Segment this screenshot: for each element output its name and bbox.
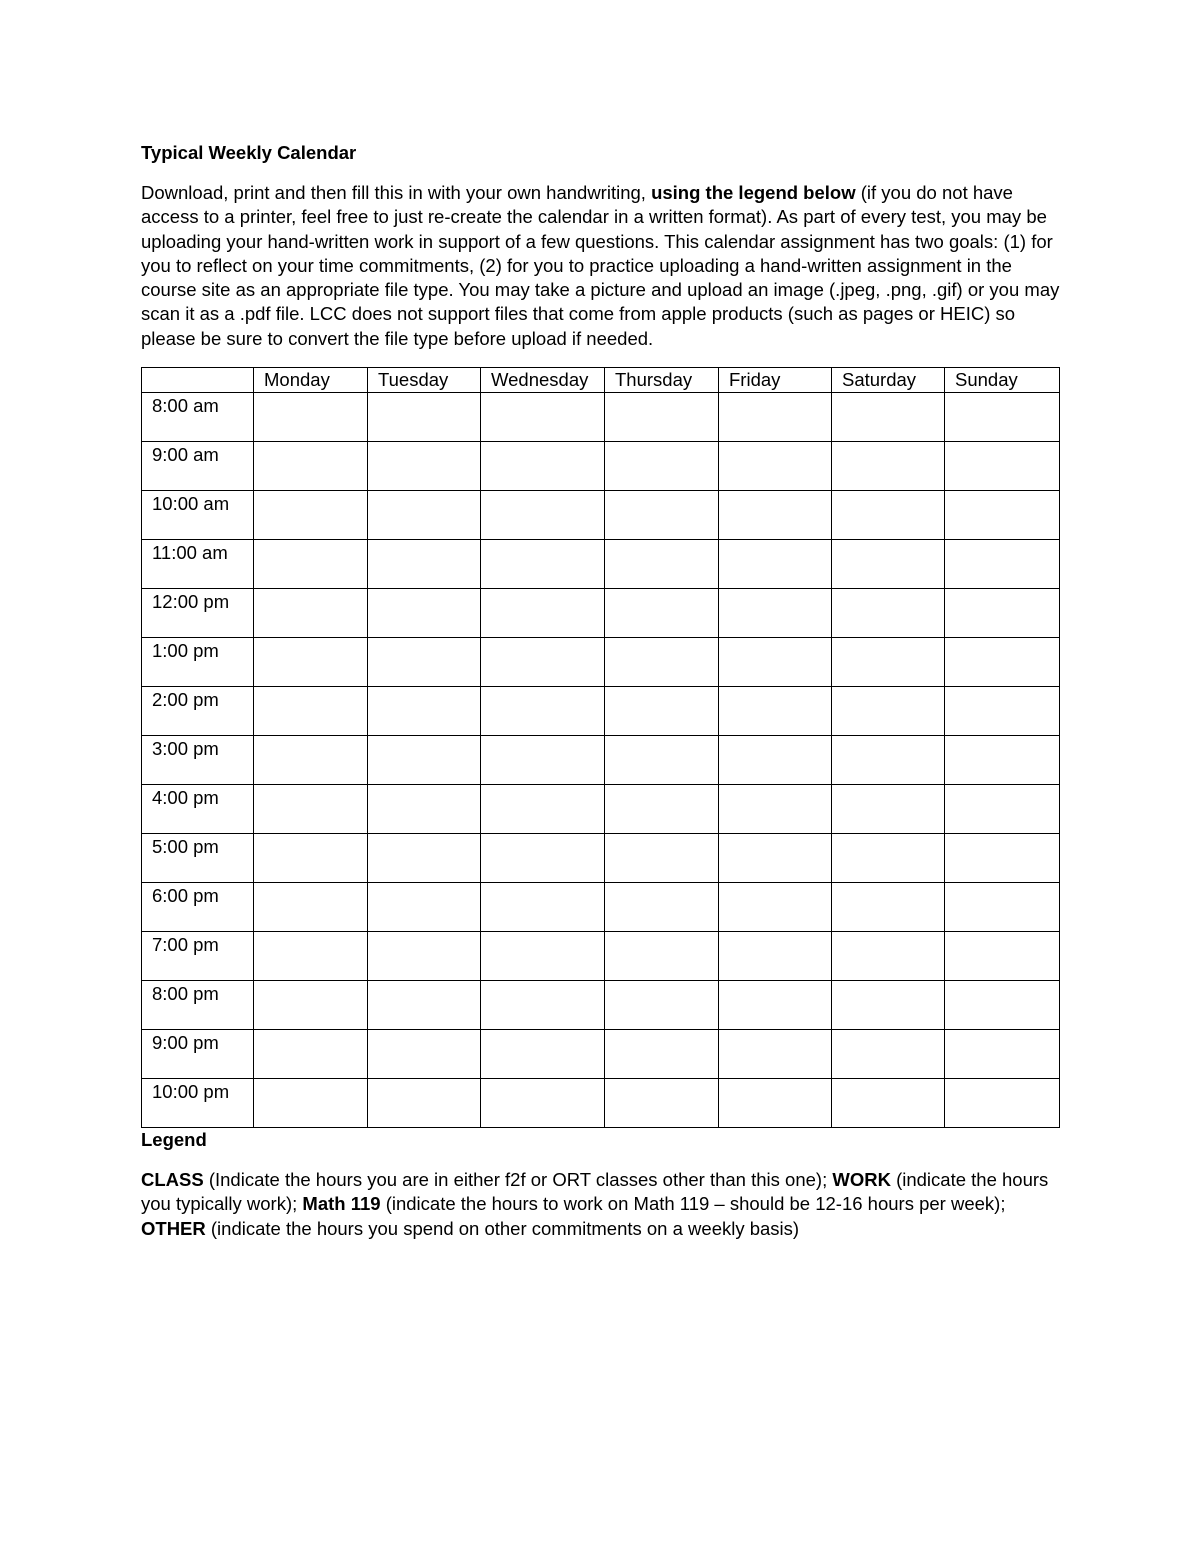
- legend-class-label: CLASS: [141, 1169, 204, 1191]
- calendar-cell-friday: [719, 491, 832, 540]
- calendar-cell-tuesday: [368, 736, 481, 785]
- calendar-row: [142, 736, 1060, 785]
- calendar-cell-thursday: [605, 981, 719, 1030]
- document-title: Typical Weekly Calendar: [141, 142, 357, 163]
- time-label: 10:00 pm: [142, 1079, 254, 1128]
- calendar-cell-sunday: [945, 589, 1060, 638]
- time-label: 7:00 pm: [142, 932, 254, 981]
- calendar-cell-thursday: [605, 1030, 719, 1079]
- calendar-cell-wednesday: [481, 1030, 605, 1079]
- time-label: 12:00 pm: [142, 589, 254, 638]
- calendar-cell-friday: [719, 834, 832, 883]
- calendar-cell-monday: [254, 589, 368, 638]
- calendar-cell-sunday: [945, 687, 1060, 736]
- calendar-cell-wednesday: [481, 687, 605, 736]
- calendar-row: [142, 638, 1060, 687]
- calendar-cell-thursday: [605, 442, 719, 491]
- calendar-cell-wednesday: [481, 589, 605, 638]
- calendar-cell-monday: [254, 834, 368, 883]
- calendar-cell-saturday: [832, 540, 945, 589]
- calendar-cell-wednesday: [481, 834, 605, 883]
- time-label: 8:00 pm: [142, 981, 254, 1030]
- calendar-cell-friday: [719, 540, 832, 589]
- calendar-cell-thursday: [605, 883, 719, 932]
- legend-other-text: (indicate the hours you spend on other commitments on a weekly basis): [205, 1217, 800, 1239]
- calendar-cell-saturday: [832, 442, 945, 491]
- calendar-row: [142, 932, 1060, 981]
- calendar-cell-sunday: [945, 834, 1060, 883]
- calendar-cell-sunday: [945, 932, 1060, 981]
- day-header-friday: Friday: [719, 368, 832, 393]
- time-label: 6:00 pm: [142, 883, 254, 932]
- calendar-cell-friday: [719, 883, 832, 932]
- calendar-row: [142, 393, 1060, 442]
- weekly-calendar-table: [141, 367, 1060, 1128]
- calendar-cell-tuesday: [368, 785, 481, 834]
- calendar-cell-wednesday: [481, 981, 605, 1030]
- calendar-cell-thursday: [605, 785, 719, 834]
- calendar-cell-sunday: [945, 442, 1060, 491]
- calendar-cell-wednesday: [481, 540, 605, 589]
- calendar-cell-wednesday: [481, 442, 605, 491]
- calendar-cell-saturday: [832, 638, 945, 687]
- legend-math-text: (indicate the hours to work on Math 119 – should be 12-16 hours per week);: [380, 1193, 1006, 1215]
- calendar-cell-wednesday: [481, 736, 605, 785]
- calendar-cell-friday: [719, 638, 832, 687]
- calendar-cell-sunday: [945, 736, 1060, 785]
- calendar-cell-saturday: [832, 589, 945, 638]
- legend-other-label: OTHER: [141, 1217, 206, 1239]
- calendar-row: [142, 442, 1060, 491]
- calendar-cell-friday: [719, 1079, 832, 1128]
- calendar-cell-saturday: [832, 834, 945, 883]
- header-corner-cell: [142, 368, 254, 393]
- day-header-sunday: Sunday: [945, 368, 1060, 393]
- calendar-cell-friday: [719, 393, 832, 442]
- calendar-cell-tuesday: [368, 589, 481, 638]
- calendar-cell-friday: [719, 736, 832, 785]
- calendar-cell-sunday: [945, 981, 1060, 1030]
- calendar-cell-tuesday: [368, 981, 481, 1030]
- calendar-row: [142, 1030, 1060, 1079]
- time-label: 8:00 am: [142, 393, 254, 442]
- calendar-cell-saturday: [832, 1030, 945, 1079]
- calendar-cell-saturday: [832, 1079, 945, 1128]
- calendar-cell-wednesday: [481, 883, 605, 932]
- time-label: 9:00 pm: [142, 1030, 254, 1079]
- intro-text-part2: (if you do not have access to a printer, feel free to just re-create the calendar in a written format). As part of every test, you may be uploading your hand-written work in support of a few questions. This calendar assignment has two goals: (1) for you to reflect on your time commitments, (2) for you to practice uploading a hand-written assignment in the course site as an appropriate file type. You may take a picture and upload an image (.jpeg, .png, .gif) or you may scan it as a .pdf file. LCC does not support files that come from apple products (such as pages or HEIC) so please be sure to convert the file type before upload if needed.: [141, 182, 1060, 349]
- calendar-cell-tuesday: [368, 687, 481, 736]
- legend-work-label: WORK: [832, 1169, 891, 1191]
- calendar-body: [142, 393, 1060, 1128]
- calendar-cell-thursday: [605, 638, 719, 687]
- calendar-cell-monday: [254, 687, 368, 736]
- calendar-row: [142, 687, 1060, 736]
- calendar-cell-monday: [254, 981, 368, 1030]
- calendar-cell-tuesday: [368, 638, 481, 687]
- calendar-cell-tuesday: [368, 932, 481, 981]
- calendar-cell-thursday: [605, 393, 719, 442]
- calendar-cell-saturday: [832, 393, 945, 442]
- calendar-cell-monday: [254, 491, 368, 540]
- calendar-cell-tuesday: [368, 1079, 481, 1128]
- calendar-cell-tuesday: [368, 1030, 481, 1079]
- calendar-cell-friday: [719, 687, 832, 736]
- calendar-cell-thursday: [605, 491, 719, 540]
- time-label: 5:00 pm: [142, 834, 254, 883]
- calendar-row: [142, 589, 1060, 638]
- calendar-cell-saturday: [832, 981, 945, 1030]
- calendar-cell-monday: [254, 785, 368, 834]
- calendar-cell-friday: [719, 981, 832, 1030]
- calendar-cell-tuesday: [368, 442, 481, 491]
- calendar-cell-sunday: [945, 1079, 1060, 1128]
- calendar-row: [142, 1079, 1060, 1128]
- day-header-monday: Monday: [254, 368, 368, 393]
- calendar-cell-monday: [254, 883, 368, 932]
- calendar-cell-thursday: [605, 932, 719, 981]
- calendar-row: [142, 883, 1060, 932]
- calendar-cell-tuesday: [368, 883, 481, 932]
- calendar-cell-thursday: [605, 834, 719, 883]
- calendar-cell-tuesday: [368, 834, 481, 883]
- calendar-row: [142, 491, 1060, 540]
- calendar-cell-sunday: [945, 785, 1060, 834]
- calendar-cell-friday: [719, 785, 832, 834]
- calendar-row: [142, 981, 1060, 1030]
- calendar-cell-monday: [254, 540, 368, 589]
- time-label: 11:00 am: [142, 540, 254, 589]
- calendar-cell-friday: [719, 1030, 832, 1079]
- calendar-cell-sunday: [945, 393, 1060, 442]
- calendar-cell-monday: [254, 1030, 368, 1079]
- calendar-row: [142, 785, 1060, 834]
- time-label: 2:00 pm: [142, 687, 254, 736]
- document-page: [141, 141, 1061, 1241]
- calendar-cell-saturday: [832, 687, 945, 736]
- intro-text-part1: Download, print and then fill this in with your own handwriting,: [141, 182, 652, 203]
- calendar-cell-friday: [719, 932, 832, 981]
- time-label: 9:00 am: [142, 442, 254, 491]
- intro-paragraph: [141, 181, 1061, 351]
- legend-work-text: (indicate the hours you typically work);: [141, 1169, 1049, 1215]
- time-label: 4:00 pm: [142, 785, 254, 834]
- calendar-cell-tuesday: [368, 491, 481, 540]
- time-label: 10:00 am: [142, 491, 254, 540]
- calendar-cell-saturday: [832, 491, 945, 540]
- calendar-header-row: [142, 368, 1060, 393]
- intro-text-bold: using the legend below: [651, 182, 856, 203]
- calendar-cell-tuesday: [368, 540, 481, 589]
- calendar-row: [142, 540, 1060, 589]
- calendar-cell-wednesday: [481, 393, 605, 442]
- calendar-cell-monday: [254, 1079, 368, 1128]
- calendar-cell-friday: [719, 442, 832, 491]
- calendar-cell-monday: [254, 736, 368, 785]
- calendar-cell-monday: [254, 442, 368, 491]
- calendar-cell-monday: [254, 638, 368, 687]
- day-header-saturday: Saturday: [832, 368, 945, 393]
- legend-class-text: (Indicate the hours you are in either f2f or ORT classes other than this one);: [203, 1169, 833, 1191]
- day-header-tuesday: Tuesday: [368, 368, 481, 393]
- calendar-row: [142, 834, 1060, 883]
- calendar-cell-wednesday: [481, 491, 605, 540]
- calendar-cell-wednesday: [481, 785, 605, 834]
- calendar-cell-sunday: [945, 540, 1060, 589]
- legend-math-label: Math 119: [302, 1193, 381, 1215]
- calendar-cell-saturday: [832, 883, 945, 932]
- legend-paragraph: [141, 1168, 1061, 1241]
- calendar-cell-thursday: [605, 1079, 719, 1128]
- calendar-cell-sunday: [945, 1030, 1060, 1079]
- calendar-cell-monday: [254, 393, 368, 442]
- calendar-cell-thursday: [605, 687, 719, 736]
- calendar-cell-wednesday: [481, 932, 605, 981]
- calendar-cell-saturday: [832, 932, 945, 981]
- day-header-thursday: Thursday: [605, 368, 719, 393]
- calendar-cell-sunday: [945, 638, 1060, 687]
- calendar-cell-wednesday: [481, 638, 605, 687]
- calendar-cell-friday: [719, 589, 832, 638]
- calendar-cell-saturday: [832, 785, 945, 834]
- calendar-cell-thursday: [605, 540, 719, 589]
- time-label: 3:00 pm: [142, 736, 254, 785]
- calendar-cell-sunday: [945, 491, 1060, 540]
- calendar-cell-saturday: [832, 736, 945, 785]
- calendar-cell-thursday: [605, 736, 719, 785]
- calendar-cell-monday: [254, 932, 368, 981]
- calendar-cell-tuesday: [368, 393, 481, 442]
- time-label: 1:00 pm: [142, 638, 254, 687]
- calendar-cell-wednesday: [481, 1079, 605, 1128]
- legend-title: Legend: [141, 1129, 207, 1151]
- calendar-cell-sunday: [945, 883, 1060, 932]
- day-header-wednesday: Wednesday: [481, 368, 605, 393]
- calendar-cell-thursday: [605, 589, 719, 638]
